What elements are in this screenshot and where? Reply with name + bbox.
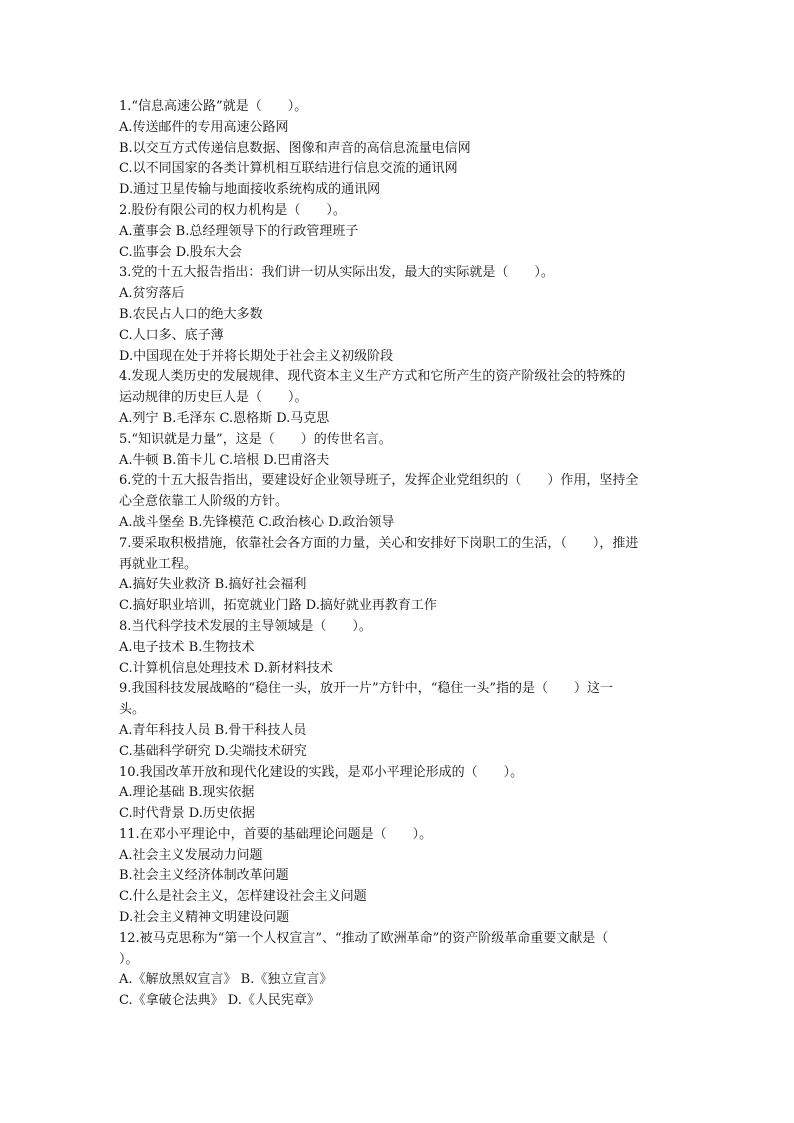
question-12-options-cd: C.《拿破仑法典》 D.《人民宪章》	[119, 993, 320, 1009]
question-3-option-b: B.农民占人口的绝大多数	[119, 306, 263, 322]
question-1-option-d: D.通过卫星传输与地面接收系统构成的通讯网	[119, 182, 381, 198]
question-9-stem-line-2: 头。	[119, 702, 146, 718]
question-10-options-cd: C.时代背景 D.历史依据	[119, 806, 255, 822]
question-3-option-a: A.贫穷落后	[119, 286, 185, 302]
question-2-options-cd: C.监事会 D.股东大会	[119, 244, 242, 260]
question-11-option-d: D.社会主义精神文明建设问题	[119, 910, 290, 926]
question-12-stem-line-1: 12.被马克思称为“第一个人权宣言”、“推动了欧洲革命”的资产阶级革命重要文献是（	[119, 930, 609, 946]
question-7-options-ab: A.搞好失业救济 B.搞好社会福利	[119, 577, 307, 593]
question-9-options-cd: C.基础科学研究 D.尖端技术研究	[119, 743, 307, 759]
question-12-stem-line-2: ）。	[119, 951, 139, 967]
question-11-option-c: C.什么是社会主义，怎样建设社会主义问题	[119, 889, 367, 905]
question-7-options-cd: C.搞好职业培训，拓宽就业门路 D.搞好就业再教育工作	[119, 598, 437, 614]
question-12-options-ab: A.《解放黑奴宣言》 B.《独立宣言》	[119, 972, 333, 988]
question-4-stem-line-1: 4.发现人类历史的发展规律、现代资本主义生产方式和它所产生的资产阶级社会的特殊的	[119, 369, 626, 385]
question-1-stem: 1.“信息高速公路”就是（ ）。	[119, 99, 308, 114]
question-11-option-a: A.社会主义发展动力问题	[119, 847, 263, 863]
question-7-stem-line-1: 7.要采取积极措施，依靠社会各方面的力量，关心和安排好下岗职工的生活，（ ），推进	[119, 535, 639, 551]
question-5-options: A.牛顿 B.笛卡儿 C.培根 D.巴甫洛夫	[119, 452, 330, 468]
question-11-stem: 11.在邓小平理论中，首要的基础理论问题是（ ）。	[119, 826, 433, 842]
question-2-stem: 2.股份有限公司的权力机构是（ ）。	[119, 202, 346, 218]
question-8-options-ab: A.电子技术 B.生物技术	[119, 639, 255, 655]
question-4-stem-line-2: 运动规律的历史巨人是（ ）。	[119, 390, 308, 406]
question-3-stem: 3.党的十五大报告指出：我们讲一切从实际出发，最大的实际就是（ ）。	[119, 265, 554, 281]
question-1-option-c: C.以不同国家的各类计算机相互联结进行信息交流的通讯网	[119, 161, 458, 177]
question-4-options: A.列宁 B.毛泽东 C.恩格斯 D.马克思	[119, 410, 330, 426]
question-9-options-ab: A.青年科技人员 B.骨干科技人员	[119, 722, 307, 738]
question-8-stem: 8.当代科学技术发展的主导领域是（ ）。	[119, 618, 372, 634]
question-10-stem: 10.我国改革开放和现代化建设的实践，是邓小平理论形成的（ ）。	[119, 764, 524, 780]
question-5-stem: 5.“知识就是力量”，这是（ ）的传世名言。	[119, 431, 392, 447]
question-1-option-b: B.以交互方式传递信息数据、图像和声音的高信息流量电信网	[119, 140, 471, 156]
question-7-stem-line-2: 再就业工程。	[119, 556, 198, 572]
question-6-options: A.战斗堡垒 B.先锋模范 C.政治核心 D.政治领导	[119, 514, 395, 530]
question-9-stem-line-1: 9.我国科技发展战略的“稳住一头，放开一片”方针中，“稳住一头”指的是（ ）这一	[119, 681, 613, 697]
question-3-option-d: D.中国现在处于并将长期处于社会主义初级阶段	[119, 348, 394, 364]
question-10-options-ab: A.理论基础 B.现实依据	[119, 785, 255, 801]
question-3-option-c: C.人口多、底子薄	[119, 327, 224, 343]
question-6-stem-line-1: 6.党的十五大报告指出，要建设好企业领导班子，发挥企业党组织的（ ）作用，坚持全	[119, 473, 639, 489]
question-1-option-a: A.传送邮件的专用高速公路网	[119, 119, 289, 135]
question-2-options-ab: A.董事会 B.总经理领导下的行政管理班子	[119, 223, 359, 239]
document-body	[119, 97, 679, 1012]
question-11-option-b: B.社会主义经济体制改革问题	[119, 868, 289, 884]
question-8-options-cd: C.计算机信息处理技术 D.新材料技术	[119, 660, 333, 676]
question-6-stem-line-2: 心全意依靠工人阶级的方针。	[119, 494, 289, 510]
